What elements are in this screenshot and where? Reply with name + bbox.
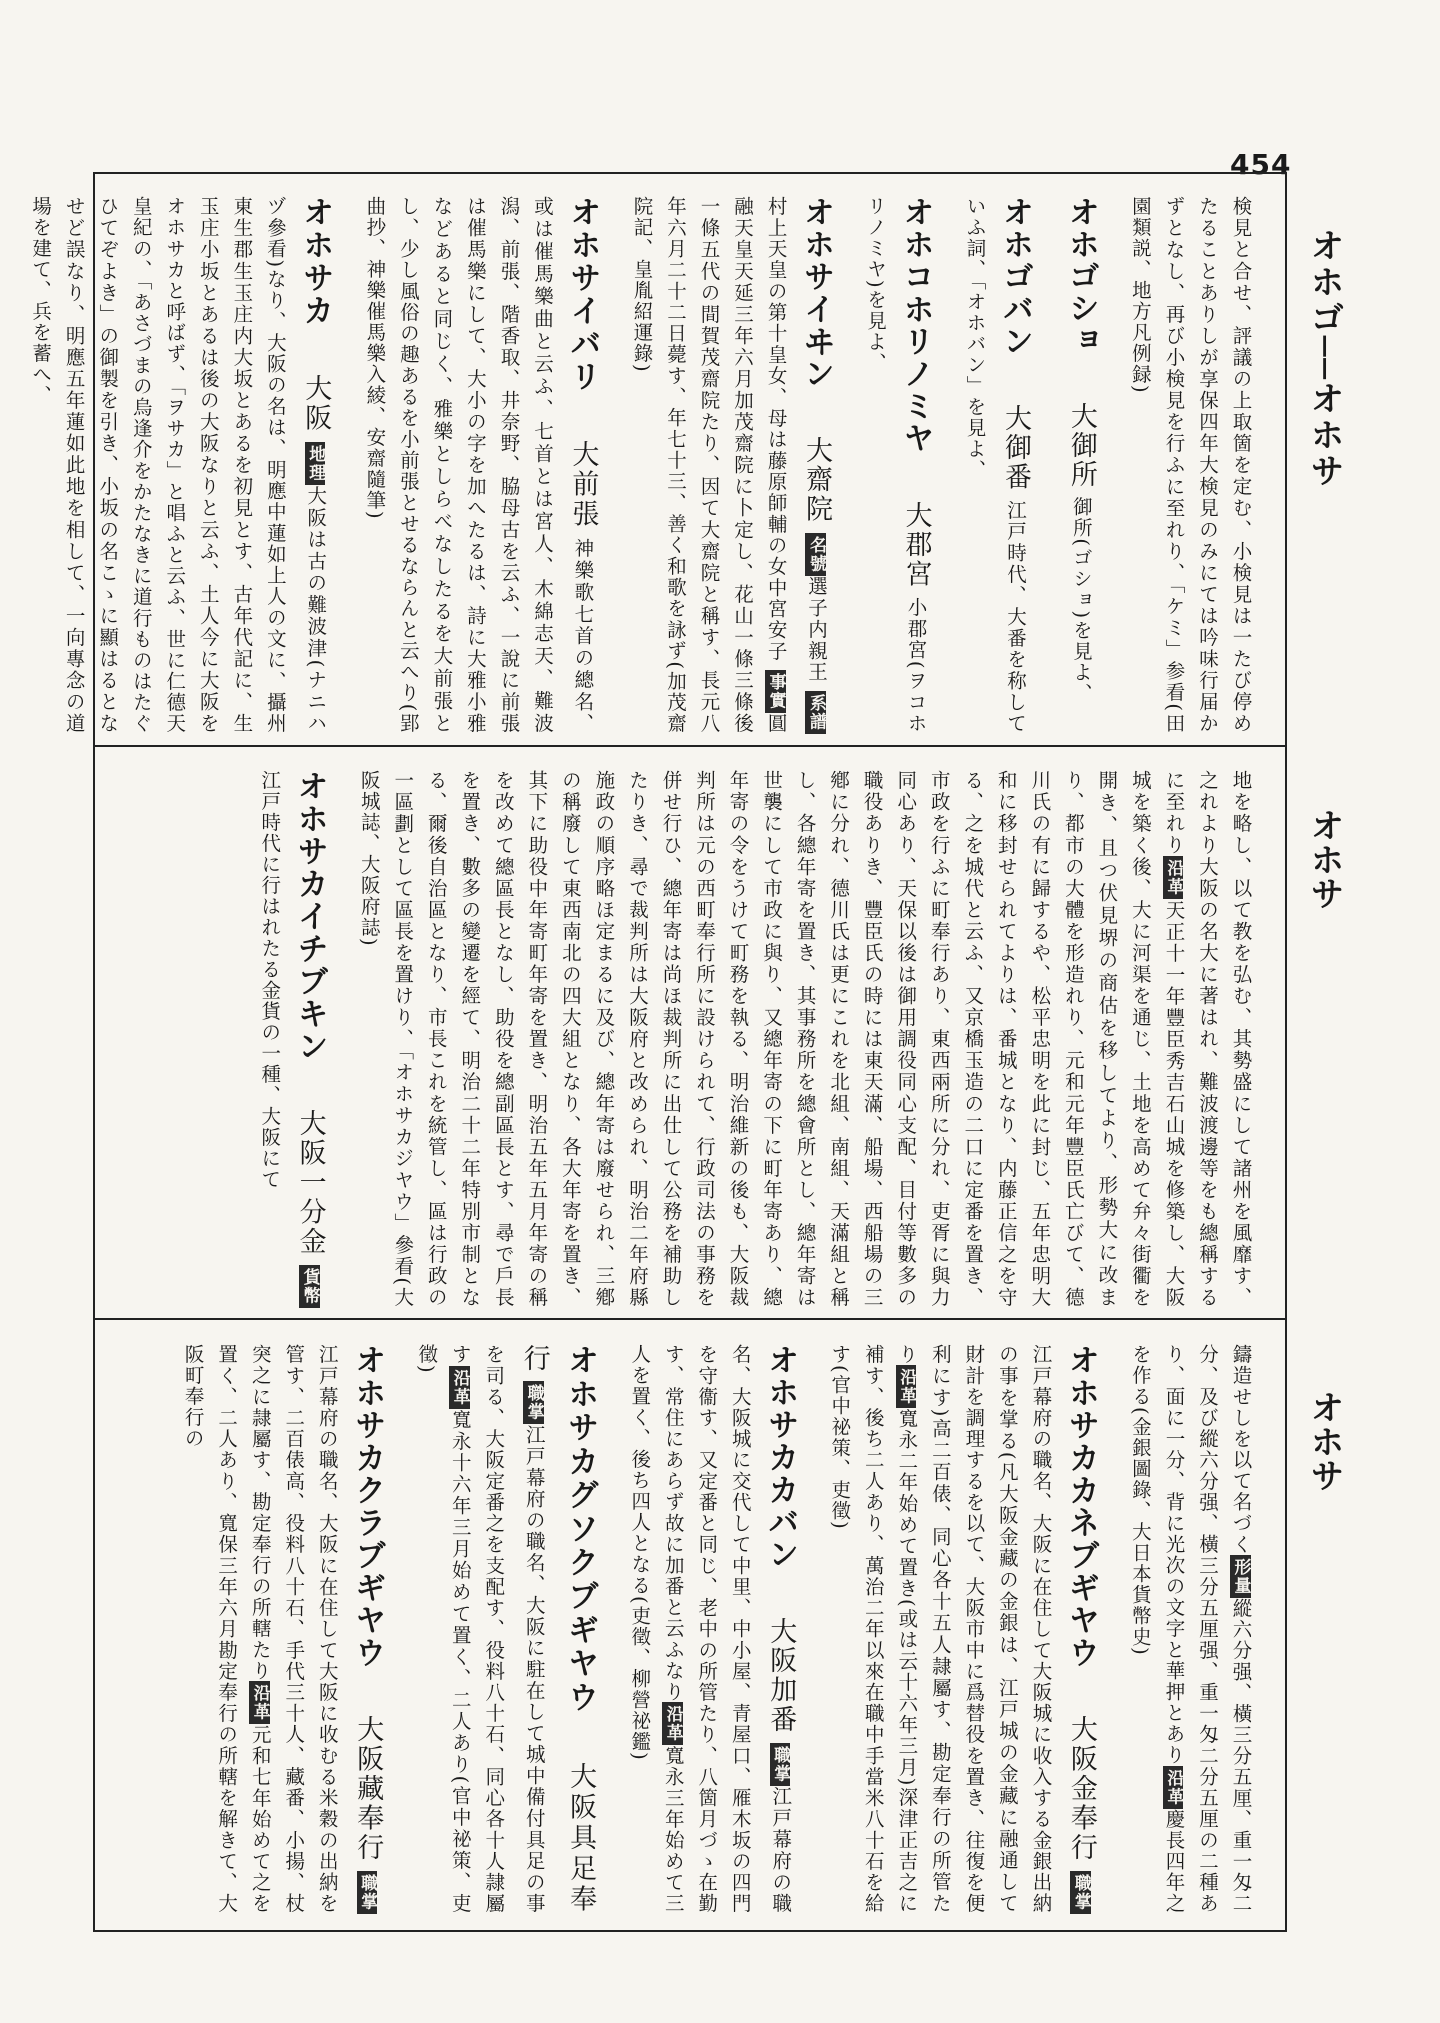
entry-continuation	[1123, 1344, 1257, 1914]
entry-continuation: 検見と合せ、評議の上取箇を定む、小検見は一たび停めたることありしが享保四年大検見のみにては吟味行届かずとなし、再び小検見を行ふに至れり、「ケミ」参看(田園類説、地方凡例録)	[1128, 196, 1253, 734]
text-block-middle	[105, 770, 1277, 1308]
category-tag: 職掌	[770, 1743, 791, 1786]
dictionary-entry	[410, 1344, 603, 1914]
entry-headword: オホゴバン	[996, 196, 1033, 358]
category-tag: 沿革	[1163, 1766, 1184, 1809]
entry-text: 寬永三年始めて三人を置く、後ち四人となる(吏徵、柳營祕鑑)	[628, 1344, 685, 1915]
category-tag: 職掌	[357, 1871, 378, 1914]
entry-text: 元和七年始めて之を置く、二人あり、寬保三年六月勘定奉行の所轄を解きて、大阪町奉行の	[181, 1344, 272, 1915]
entry-text: 鑄造せしを以て名づく	[1229, 1344, 1253, 1555]
entry-text: 地を略し、以て教を弘む、其勢盛にして諸州を風靡す、之れより大阪の名大に著はれ、難波渡邊等をも總稱するに至れり	[1162, 770, 1253, 1308]
entry-kanji: 大郡宮	[900, 500, 932, 589]
entry-continuation	[352, 770, 1257, 1308]
entry-headword: オホサカグソクブギヤウ	[562, 1344, 599, 1715]
entry-text: 江戸幕府の職名、大阪に在住して大阪城に收入する金銀出納の事を掌る(凡大阪金藏の金銀は、江戸城の金藏に融通して財計を調理するを以て、大阪市中に爲替役を置き、往復を便利にす)高二百俵、同心各十五人隷屬す、勘定奉行の所管たり	[895, 1344, 1053, 1914]
entry-headword: オホサカカバン	[762, 1344, 799, 1571]
entry-kanji: 大阪金奉行	[1065, 1715, 1097, 1863]
category-tag: 貨幣	[299, 1265, 320, 1308]
category-tag: 形量	[1230, 1555, 1251, 1598]
dictionary-entry	[823, 1344, 1104, 1914]
text-block-top	[29, 196, 1277, 735]
entry-headword: オホコホリノミヤ	[897, 196, 934, 455]
entry-text: 圓融天皇天延三年六月加茂齋院に卜定し、花山一條三條後一條五代の間賀茂齋院たり、因て大齋院と稱す、長元八年六月二十二日薨す、年七十三、善く和歌を詠ず(加茂齋院記、皇胤紹運錄)	[630, 196, 788, 735]
entry-text: 御所(ゴショ)を見よ、	[1069, 496, 1093, 704]
category-tag: 系譜	[805, 691, 826, 734]
entry-text: 縱六分强、橫三分五厘、重一匁二分、及び縱六分强、橫三分五厘强、重一匁二分五厘の二種あり、面に一分、背に光次の文字と華押とあり	[1162, 1344, 1253, 1915]
category-tag: 地理	[305, 442, 326, 485]
entry-text: 江戸時代に行はれたる金貨の一種、大阪にて	[258, 770, 282, 1190]
entry-headword: オホサカ	[297, 196, 334, 328]
category-tag: 沿革	[449, 1366, 470, 1409]
entry-headword: オホゴショ	[1062, 196, 1099, 356]
entry-kanji: 大御所	[1065, 401, 1097, 489]
entry-text: 江戸幕府の職名、大阪に在住して大阪に收むる米穀の出納を管す、二百俵高、役料八十石、手代三十人、藏番、小揚、杖突之に隷屬す、勘定奉行の所轄たり	[248, 1344, 339, 1914]
dictionary-entry	[24, 196, 339, 734]
category-tag: 職掌	[523, 1381, 544, 1424]
category-tag: 沿革	[662, 1702, 683, 1745]
entry-kanji: 大阪一分金	[294, 1109, 326, 1257]
entry-headword: オホサカイチブキン	[291, 770, 328, 1063]
entry-headword: オホサイヰン	[798, 196, 834, 391]
category-tag: 沿革	[1163, 856, 1184, 899]
category-tag: 職掌	[1070, 1871, 1091, 1914]
entry-text: 村上天皇の第十皇女、母は藤原師輔の女中宮安子	[764, 196, 788, 662]
entry-text: 天正十一年豐臣秀吉石山城を修築し、大阪城を築く後、大に河渠を通じ、土地を高めて弁々街衢を開き、且つ伏見堺の商估を移してより、形勢大に改まり、都市の大體を形造れり、元和元年豐臣氏亡びて、德川氏の有に歸するや、松平忠明を此に封じ、五年忠明大和に移封せられてよりは、番城となり、内藤正信之を守る、之を城代と云ふ、又京橋玉造の二口に定番を置き、市政を行ふに町奉行あり、東西兩所に分れ、吏胥に與力同心あり、天保以後は御用調役同心支配、目付等數多の職役ありき、豐臣氏の時には東天滿、船場、西船場の三鄕に分れ、德川氏は更にこれを北組、南組、天滿組と稱し、各總年寄を置き、其事務所を總會所とし、總年寄は世襲にして市政に與り、又總年寄の下に町年寄あり、總年寄の令をうけて町務を執る、明治維新の後も、大阪裁判所は元の西町奉行所に設けられて、行政司法の事務を併せ行ひ、總年寄は尚ほ裁判所に出仕して公務を補助したりき、尋で裁判所は大阪府と改められ、明治二年府縣施政の順序略ほ定まるに及び、總年寄は廢せられ、三鄕の稱廢して東西南北の四大組となり、各大年寄を置き、其下に助役中年寄町年寄を置き、明治五年五月年寄の稱を改めて總區長となし、助役を總副區長とす、尋で戶長を置き、數多の變遷を經て、明治二十二年特別市制となる、爾後自治區となり、市長これを統管し、區は行政の一區劃として區長を置けり、「オホサカジヤウ」參看(大阪城誌、大阪府誌)	[357, 770, 1186, 1309]
category-tag: 事實	[765, 670, 786, 713]
entry-headword: オホサイバリ	[564, 196, 601, 394]
dictionary-entry	[253, 770, 333, 1308]
dictionary-entry	[1057, 196, 1103, 734]
dictionary-entry	[859, 196, 939, 734]
entry-kanji: 大御番	[999, 403, 1031, 492]
entry-text: 神樂歌七首の總名、或は催馬樂曲と云ふ、七首とは宮人、木綿志天、難波潟、前張、階香取、井奈野、脇母古を云ふ、一說に前張は催馬樂にして、大小の字を加へたるは、詩に大雅小雅などあると同じく、雅樂としらべなしたるを大前張とし、少し風俗の趣あるを小前張とせるならんと云へり(郢曲抄、神樂催馬樂入綾、安齋隨筆)	[363, 196, 595, 735]
category-tag: 沿革	[896, 1365, 917, 1408]
entry-kanji: 大齋院	[801, 436, 832, 525]
category-tag: 沿革	[249, 1681, 270, 1724]
dictionary-entry	[176, 1344, 390, 1914]
text-block-bottom	[105, 1344, 1277, 1914]
entry-headword: オホサカクラブギヤウ	[349, 1344, 386, 1670]
dictionary-entry	[623, 1344, 804, 1914]
entry-text: 慶長四年之を作る(金銀圖錄、大日本貨幣史)	[1128, 1344, 1186, 1915]
dictionary-entry	[358, 196, 606, 734]
entry-text: 寬永十六年三月始めて置く、二人あり(官中祕策、吏徵)	[415, 1344, 472, 1915]
category-tag: 名號	[805, 533, 826, 576]
entry-kanji: 大阪加番	[765, 1616, 797, 1735]
entry-kanji: 大阪	[300, 373, 332, 434]
section-divider	[93, 745, 1287, 747]
running-head-1: オホゴ──オホサ	[1304, 228, 1344, 489]
entry-text: 寬永二年始めて置き(或は云十六年三月)深津正吉之に補す、後ち二人あり、萬治二年以來在職中手當米八十石を給す(官中祕策、吏徵)	[828, 1344, 919, 1915]
entry-text: 大阪は古の難波津(ナニハヅ參看)なり、大阪の名は、明應中蓮如上人の文に、攝州東生郡生玉庄内大坂とあるを初見とす、古年代記に、生玉庄小坂とあるは後の大阪なりと云ふ、土人今に大阪をオホサカと呼ばず、「ヲサカ」と唱ふと云ふ、世に仁德天皇紀の、「あさづまの烏逢介をかたなきに道行ものはたぐひてぞよき」の御製を引き、小坂の名こゝに顯はるとなせど誤なり、明應五年蓮如此地を相して、一向專念の道場を建て、兵を蓄へ、	[29, 196, 328, 735]
entry-text: 江戸幕府の職名、大阪に駐在して城中備付具足の事を司る、大阪定番之を支配す、役料八十石、同心各十人隷屬す	[448, 1344, 546, 1915]
running-head-3: オホサ	[1304, 1390, 1344, 1492]
entry-text: 江戸幕府の職名、大阪城に交代して中里、中小屋、青屋口、雁木坂の四門を守衞す、又定番と同じ、老中の所管たり、八箇月づゝ在勤す、常住にあらず故に加番と云ふなり	[661, 1344, 793, 1915]
entry-kanji: 大阪藏奉行	[352, 1715, 384, 1863]
entry-headword: オホサカカネブギヤウ	[1062, 1344, 1099, 1670]
entry-kanji: 大阪具足奉行	[518, 1344, 597, 1915]
entry-text: 小郡宮(ヲコホリノミヤ)を見よ、	[864, 196, 928, 735]
entry-text: 江戸時代、大番を称していふ詞、「オホバン」を見よ、	[963, 196, 1027, 735]
entry-kanji: 大前張	[567, 439, 599, 530]
dictionary-entry	[625, 196, 839, 734]
section-divider	[93, 1318, 1287, 1320]
running-head-2: オホサ	[1304, 808, 1344, 910]
dictionary-entry	[958, 196, 1038, 734]
entry-text: 選子内親王	[805, 575, 828, 683]
page-number: 454	[1230, 148, 1292, 181]
